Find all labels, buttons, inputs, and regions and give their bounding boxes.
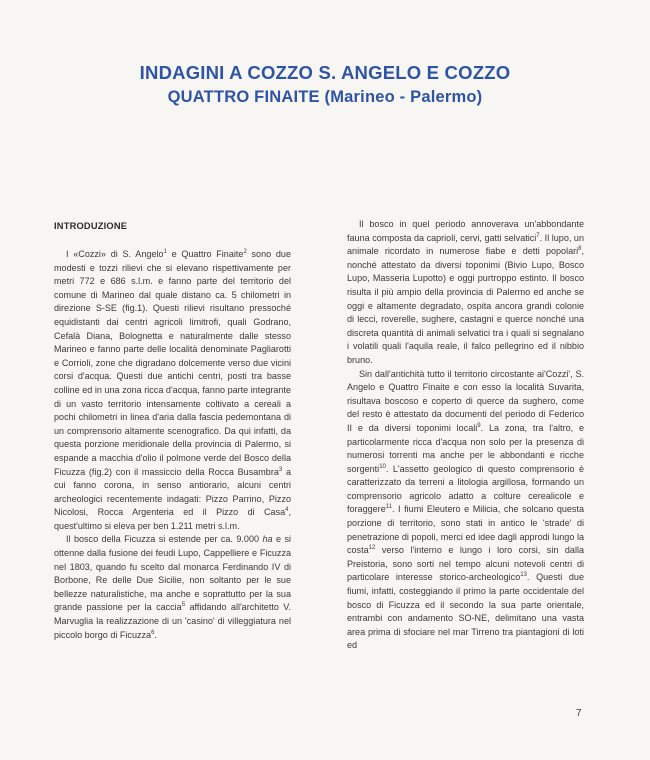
article-title	[0, 60, 650, 110]
footnote-ref[interactable]: 8	[578, 246, 582, 253]
text-run: e si ottenne dalla fusione dei feudi Lupo, Cappelliere e Ficuzza nel 1803, quando fu scelto dal monarca Ferdinando IV di Borbone, Re delle Due Sicilie, non soltanto per le sue bellezze naturalistiche, ma anche e soprattutto per la sua grande passione per la caccia	[54, 534, 291, 613]
footnote-ref[interactable]: 6	[151, 629, 155, 636]
text-run: , quest'ultimo si eleva per ben 1.211 metri s.l.m.	[54, 507, 291, 531]
text-run: . I fiumi Eleutero e Milicia, che solcano questa porzione di territorio, sono stati in antico le 'strade' di penetrazione di popoli, merci ed idee dagli approdi lungo la costa	[347, 504, 584, 556]
text-run: e Quattro Finaite	[166, 249, 244, 259]
article-title-line-2: QUATTRO FINAITE (Marineo - Palermo)	[167, 88, 483, 106]
text-run: Il bosco della Ficuzza si estende per ca. 9.000	[66, 534, 263, 545]
text-run: .	[154, 629, 157, 640]
right-column	[347, 218, 584, 653]
text-run: . L'assetto geologico di questo comprensorio è caratterizzato da terreni a litologia argillosa, formando un comprensorio agricolo adatto a colture cerealicole e foraggere	[347, 463, 584, 515]
page-number: 7	[576, 708, 582, 719]
footnote-ref[interactable]: 5	[181, 602, 186, 609]
article-title-line-1: INDAGINI A COZZO S. ANGELO E COZZO	[139, 62, 511, 83]
text-run: sono due modesti e tozzi rilievi che si elevano rispettivamente per metri 772 e 686 s.l.m. e fanno parte del territorio del comune di Marineo dal quale distano ca. 5 chilometri in direzione S-SE (fig.1). Questi rilievi risultano pressoché equidistanti dai centri agricoli limitrofi, quali Godrano, Cefalà Diana, Bolognetta e naturalmente dalle stesso Marineo e fanno parte delle località denominate Pagliarotti e Corrioli, zone che digradano dolcemente verso due vicini corsi d'acqua. Questi due antichi centri, posti tra basse colline ed in una zona ricca d'acqua, fanno parte integrante di un vasto territorio intensamente coltivato a cereali a pochi chilometri in linea d'aria dalla fascia pedemontana di un comprensorio altamente scenografico. Da qui infatti, da questa porzione meridionale della provincia di Palermo, si espande a macchia d'olio il polmone verde del Bosco della Ficuzza (fig.2) con il massiccio della Rocca Busambra	[54, 249, 291, 477]
text-run: . Questi due fiumi, infatti, costeggiando il primo la parte occidentale del bosco di Ficuzza ed il secondo la sua parte orientale, entrambi con andamento SO-NE, delimitano una vasta area prima di sfociare nel mar Tirreno tra piantagioni di loti ed	[347, 572, 584, 651]
text-run: verso l'interno e lungo i loro corsi, sin dalla Preistoria, sono sorti nel tempo alcuni notevoli centri di particolare interesse storico-archeologico	[347, 545, 584, 583]
unit-italic: ha	[262, 534, 273, 545]
paragraph	[347, 368, 584, 653]
text-run: , nonché attestato da diversi toponimi (Bivio Lupo, Bosco Lupo, Masseria Lupotto) e oggi purtroppo estinto. Il bosco risulta il più ampio della provincia di Palermo ed anche se oggi e altamente degradato, ospita ancora grandi colonie di lecci, roverelle, sughere, castagni e querce nonché una discreta quantità di animali selvatici tra i quali si segnalano i volatili quali l'aquila reale, il falco pellegrino ed il nibbio bruno.	[347, 246, 584, 365]
text-run: Sin dall'antichità tutto il territorio circostante ai'Cozzi', S. Angelo e Quattro Finaite e con esso la località Suvarita, risultava boscoso e coperto di querce da sughero, come del resto è attestato da documenti del periodo di Federico II e da diversi toponimi locali	[347, 368, 584, 433]
footnote-ref[interactable]: 10	[379, 463, 386, 470]
left-column	[54, 220, 291, 642]
paragraph	[347, 218, 584, 368]
text-run: Il bosco in quel periodo annoverava un'abbondante fauna composta da caprioli, cervi, gatti selvatici	[347, 219, 584, 243]
footnote-ref[interactable]: 2	[243, 248, 247, 255]
footnote-ref[interactable]: 13	[520, 572, 527, 579]
footnote-ref[interactable]: 9	[477, 422, 481, 429]
footnote-ref[interactable]: 4	[285, 507, 289, 514]
text-run: I «Cozzi» di S. Angelo	[66, 249, 164, 259]
footnote-ref[interactable]: 7	[536, 232, 540, 239]
section-heading: INTRODUZIONE	[54, 221, 128, 231]
footnote-ref[interactable]: 12	[368, 545, 376, 552]
footnote-ref[interactable]: 1	[163, 248, 167, 255]
footnote-ref[interactable]: 11	[385, 504, 392, 511]
text-run: . Il lupo, un animale ricordato in numerose fiabe e detti popolari	[347, 232, 584, 257]
text-run: a cui fanno corona, in senso antiorario, alcuni centri archeologici recentemente indagati: Pizzo Parrino, Pizzo Nicolosi, Rocca Argenteria ed il Pizzo di Casa	[54, 466, 292, 518]
footnote-ref[interactable]: 3	[278, 466, 283, 473]
text-run: affidando all'architetto V. Marvuglia la realizzazione di un 'casino' di villeggiatura nel piccolo borgo di Ficuzza	[54, 602, 292, 640]
text-run: . La zona, tra l'altro, e particolarmente ricca d'acqua non solo per la presenza di numerosi torrenti ma anche per le abbondanti e ricche sorgenti	[347, 422, 584, 474]
paragraph	[54, 533, 291, 642]
paragraph	[54, 248, 291, 533]
